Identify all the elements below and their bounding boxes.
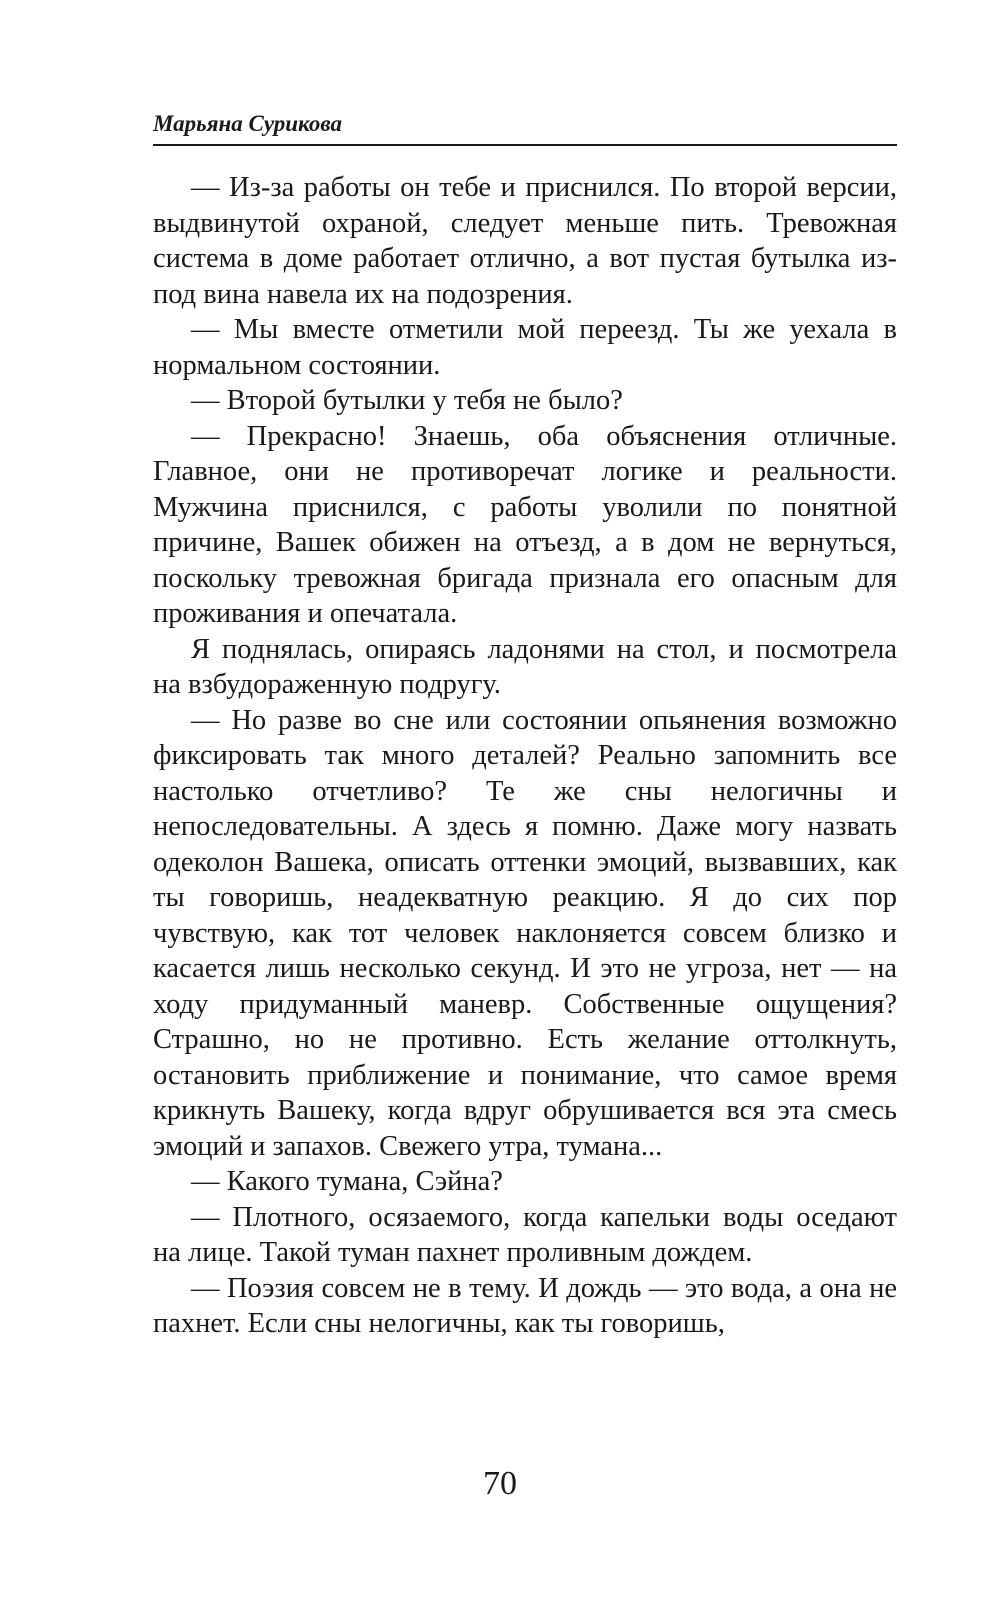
paragraph: — Какого тумана, Сэйна? [191,1166,503,1197]
paragraph: — Поэзия совсем не в тему. И дождь — это вода, а она не пахнет. Если сны нелогичны, как ты говоришь, [153,1272,897,1339]
paragraph: — Плотного, осязаемого, когда капельки воды оседают на лице. Такой туман пахнет проливным дождем. [153,1201,897,1268]
paragraph: — Второй бутылки у тебя не было? [191,385,623,416]
body-text [153,170,897,1342]
running-header-author: Марьяна Сурикова [153,110,897,146]
paragraph: Я поднялась, опираясь ладонями на стол, и посмотрела на взбудораженную подругу. [153,633,897,700]
page-number: 70 [483,1465,517,1502]
paragraph: — Из-за работы он тебе и приснился. По второй версии, выдвинутой охраной, следует меньше пить. Тревожная система в доме работает отлично, а вот пустая бутылка из-под вина навела их на подозрения. [153,172,897,310]
book-page [153,110,897,1342]
paragraph: — Прекрасно! Знаешь, оба объяснения отличные. Главное, они не противоречат логике и реальности. Мужчина приснился, с работы уволили по понятной причине, Вашек обижен на отъезд, а в дом не вернуться, поскольку тревожная бригада признала его опасным для проживания и опечатала. [153,420,897,629]
paragraph: — Мы вместе отметили мой переезд. Ты же уехала в нормальном состоянии. [153,314,897,381]
paragraph: — Но разве во сне или состоянии опьянения возможно фиксировать так много деталей? Реально запомнить все настолько отчетливо? Те же сны нелогичны и непоследовательны. А здесь я помню. Даже могу назвать одеколон Вашека, описать оттенки эмоций, вызвавших, как ты говоришь, неадекватную реакцию. Я до сих пор чувствую, как тот человек наклоняется совсем близко и касается лишь несколько секунд. И это не угроза, нет — на ходу придуманный маневр. Собственные ощущения? Страшно, но не противно. Есть желание оттолкнуть, остановить приближение и понимание, что самое время крикнуть Вашеку, когда вдруг обрушивается вся эта смесь эмоций и запахов. Свежего утра, тумана... [153,704,897,1162]
